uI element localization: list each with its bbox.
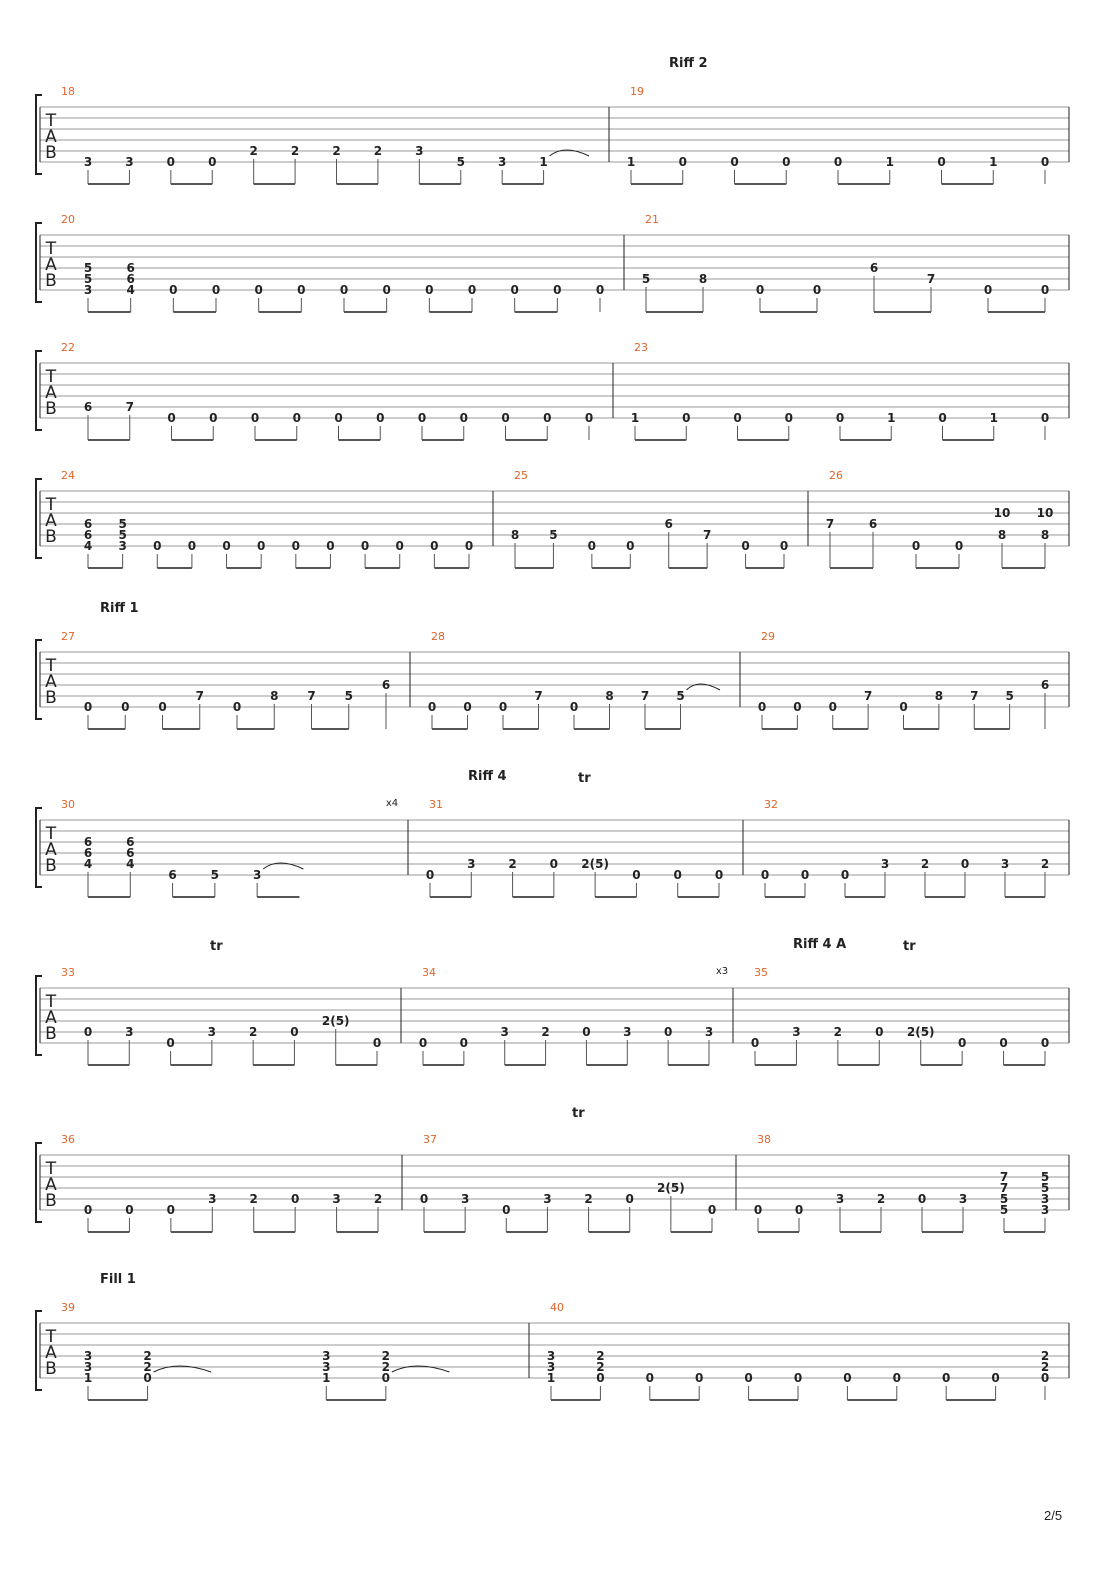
fret-number: 0 bbox=[419, 1192, 429, 1206]
fret-number: 0 bbox=[911, 539, 921, 553]
fret-number: 0 bbox=[757, 700, 767, 714]
trill-mark: tr bbox=[903, 939, 916, 954]
fret-number: 2 bbox=[876, 1192, 886, 1206]
fret-number: 0 bbox=[625, 1192, 634, 1206]
fret-number: 8 bbox=[510, 528, 520, 542]
fret-number: 2 bbox=[249, 144, 258, 158]
section-label: Riff 1 bbox=[100, 601, 139, 616]
fret-number: 0 bbox=[418, 1036, 428, 1050]
tab-clef-a: A bbox=[45, 840, 57, 860]
fret-number: 6 bbox=[83, 835, 93, 849]
fret-number: 0 bbox=[584, 411, 594, 425]
fret-number: 0 bbox=[382, 283, 391, 297]
fret-number: 0 bbox=[463, 700, 472, 714]
fret-number: 0 bbox=[673, 868, 682, 882]
fret-number: 0 bbox=[254, 283, 263, 297]
fret-number: 0 bbox=[121, 700, 130, 714]
fret-number: 0 bbox=[290, 1192, 300, 1206]
fret-number: 7 bbox=[307, 689, 316, 703]
fret-number: 0 bbox=[167, 411, 176, 425]
fret-number: 7 bbox=[702, 528, 712, 542]
fret-number: 1 bbox=[626, 155, 636, 169]
fret-number: 5 bbox=[456, 155, 465, 169]
fret-number: 1 bbox=[539, 155, 548, 169]
fret-number: 4 bbox=[126, 283, 135, 297]
tab-clef-b: B bbox=[45, 399, 57, 419]
fret-number: 2 bbox=[381, 1360, 391, 1374]
fret-number: 0 bbox=[292, 411, 301, 425]
fret-number: 6 bbox=[168, 868, 177, 882]
fret-number: 2(5) bbox=[906, 1025, 935, 1039]
fret-number: 0 bbox=[582, 1025, 591, 1039]
fret-number: 0 bbox=[960, 857, 970, 871]
fret-number: 3 bbox=[332, 1192, 341, 1206]
fret-number: 0 bbox=[83, 1203, 93, 1217]
measure-number: 38 bbox=[757, 1133, 771, 1146]
fret-number: 0 bbox=[153, 539, 162, 553]
fret-number: 5 bbox=[676, 689, 685, 703]
tab-clef-a: A bbox=[45, 255, 57, 275]
fret-number: 5 bbox=[1040, 1181, 1050, 1195]
fret-number: 0 bbox=[569, 700, 579, 714]
section-label: Riff 4 bbox=[468, 769, 507, 784]
measure-number: 29 bbox=[761, 630, 775, 643]
measure-number: 35 bbox=[754, 966, 768, 979]
fret-number: 0 bbox=[917, 1192, 927, 1206]
fret-number: 6 bbox=[126, 835, 135, 849]
fret-number: 2 bbox=[249, 1192, 258, 1206]
fret-number: 0 bbox=[125, 1203, 134, 1217]
tab-clef-t: T bbox=[45, 239, 57, 259]
tab-clef-a: A bbox=[45, 511, 57, 531]
fret-number: 6 bbox=[83, 517, 93, 531]
fret-number: 6 bbox=[381, 678, 391, 692]
fret-number: 0 bbox=[1040, 283, 1050, 297]
tab-clef-a: A bbox=[45, 127, 57, 147]
fret-number: 0 bbox=[372, 1036, 382, 1050]
measure-number: 40 bbox=[550, 1301, 564, 1314]
fret-number: 4 bbox=[126, 857, 135, 871]
fret-number: 0 bbox=[297, 283, 306, 297]
fret-number: 0 bbox=[360, 539, 370, 553]
fret-number: 0 bbox=[291, 539, 300, 553]
measure-number: 31 bbox=[429, 798, 443, 811]
fret-number: 3 bbox=[125, 155, 134, 169]
measure-number: 34 bbox=[422, 966, 436, 979]
fret-number: 0 bbox=[425, 283, 434, 297]
fret-number: 0 bbox=[376, 411, 385, 425]
fret-number: 5 bbox=[549, 528, 558, 542]
trill-mark: tr bbox=[578, 771, 591, 786]
fret-number: 2 bbox=[143, 1349, 152, 1363]
fret-number: 0 bbox=[596, 1371, 605, 1385]
measure-number: 18 bbox=[61, 85, 75, 98]
tab-clef-t: T bbox=[45, 367, 57, 387]
fret-number: 3 bbox=[1040, 1192, 1050, 1206]
fret-number: 0 bbox=[784, 411, 793, 425]
fret-number: 0 bbox=[714, 868, 724, 882]
fret-number: 0 bbox=[730, 155, 739, 169]
fret-number: 0 bbox=[83, 700, 93, 714]
fret-number: 0 bbox=[166, 1203, 176, 1217]
fret-number: 0 bbox=[257, 539, 266, 553]
fret-number: 0 bbox=[232, 700, 242, 714]
trill-mark: tr bbox=[572, 1106, 585, 1121]
fret-number: 8 bbox=[934, 689, 944, 703]
fret-number: 7 bbox=[970, 689, 979, 703]
fret-number: 0 bbox=[553, 283, 562, 297]
fret-number: 3 bbox=[125, 1025, 134, 1039]
measure-number: 28 bbox=[431, 630, 445, 643]
fret-number: 7 bbox=[195, 689, 204, 703]
fret-number: 2 bbox=[833, 1025, 843, 1039]
fret-number: 7 bbox=[926, 272, 936, 286]
measure-number: 36 bbox=[61, 1133, 75, 1146]
fret-number: 0 bbox=[753, 1203, 763, 1217]
fret-number: 3 bbox=[118, 539, 127, 553]
fret-number: 5 bbox=[83, 272, 93, 286]
fret-number: 10 bbox=[1036, 506, 1054, 520]
fret-number: 0 bbox=[543, 411, 552, 425]
fret-number: 0 bbox=[187, 539, 197, 553]
fret-number: 0 bbox=[595, 283, 605, 297]
fret-number: 5 bbox=[1005, 689, 1014, 703]
fret-number: 0 bbox=[800, 868, 810, 882]
measure-number: 24 bbox=[61, 469, 75, 482]
fret-number: 1 bbox=[989, 411, 998, 425]
fret-number: 3 bbox=[880, 857, 890, 871]
fret-number: 0 bbox=[208, 155, 217, 169]
fret-number: 0 bbox=[678, 155, 687, 169]
fret-number: 1 bbox=[322, 1371, 331, 1385]
fret-number: 0 bbox=[464, 539, 474, 553]
fret-number: 0 bbox=[828, 700, 837, 714]
fret-number: 2 bbox=[248, 1025, 258, 1039]
fret-number: 2 bbox=[541, 1025, 550, 1039]
tab-clef-b: B bbox=[45, 527, 57, 547]
fret-number: 4 bbox=[83, 539, 93, 553]
tab-clef-a: A bbox=[45, 383, 57, 403]
fret-number: 3 bbox=[252, 868, 262, 882]
tab-clef-a: A bbox=[45, 1175, 57, 1195]
fret-number: 0 bbox=[326, 539, 335, 553]
fret-number: 3 bbox=[467, 857, 476, 871]
repeat-count: x4 bbox=[385, 798, 399, 809]
trill-mark: tr bbox=[210, 939, 223, 954]
fret-number: 1 bbox=[546, 1371, 556, 1385]
fret-number: 0 bbox=[645, 1371, 654, 1385]
fret-number: 3 bbox=[792, 1025, 801, 1039]
fret-number: 3 bbox=[835, 1192, 845, 1206]
tab-clef-b: B bbox=[45, 1359, 57, 1379]
fret-number: 0 bbox=[425, 868, 435, 882]
fret-number: 0 bbox=[793, 700, 802, 714]
tab-clef-b: B bbox=[45, 143, 57, 163]
fret-number: 3 bbox=[83, 283, 93, 297]
fret-number: 3 bbox=[497, 155, 507, 169]
fret-number: 0 bbox=[983, 283, 993, 297]
fret-number: 0 bbox=[899, 700, 908, 714]
tab-clef-a: A bbox=[45, 1343, 57, 1363]
fret-number: 0 bbox=[937, 155, 946, 169]
fret-number: 0 bbox=[459, 411, 468, 425]
fret-number: 8 bbox=[270, 689, 279, 703]
fret-number: 0 bbox=[957, 1036, 967, 1050]
fret-number: 7 bbox=[640, 689, 650, 703]
fret-number: 0 bbox=[843, 1371, 852, 1385]
section-label: Fill 1 bbox=[100, 1272, 136, 1287]
fret-number: 0 bbox=[750, 1036, 760, 1050]
fret-number: 0 bbox=[794, 1203, 804, 1217]
fret-number: 0 bbox=[1040, 1371, 1050, 1385]
tab-clef-t: T bbox=[45, 1159, 57, 1179]
fret-number: 3 bbox=[546, 1349, 556, 1363]
fret-number: 0 bbox=[222, 539, 231, 553]
fret-number: 0 bbox=[835, 411, 845, 425]
fret-number: 0 bbox=[755, 283, 765, 297]
fret-number: 2 bbox=[373, 144, 383, 158]
fret-number: 4 bbox=[83, 857, 93, 871]
fret-number: 1 bbox=[887, 411, 896, 425]
fret-number: 3 bbox=[83, 1360, 93, 1374]
fret-number: 3 bbox=[322, 1360, 331, 1374]
fret-number: 8 bbox=[698, 272, 708, 286]
fret-number: 3 bbox=[208, 1192, 217, 1206]
fret-number: 0 bbox=[942, 1371, 951, 1385]
fret-number: 3 bbox=[207, 1025, 217, 1039]
fret-number: 6 bbox=[126, 272, 135, 286]
fret-number: 0 bbox=[938, 411, 947, 425]
fret-number: 0 bbox=[954, 539, 964, 553]
fret-number: 0 bbox=[143, 1371, 152, 1385]
fret-number: 0 bbox=[682, 411, 691, 425]
fret-number: 8 bbox=[605, 689, 614, 703]
measure-number: 33 bbox=[61, 966, 75, 979]
fret-number: 6 bbox=[83, 400, 93, 414]
fret-number: 8 bbox=[997, 528, 1007, 542]
fret-number: 3 bbox=[460, 1192, 470, 1206]
fret-number: 0 bbox=[169, 283, 178, 297]
fret-number: 0 bbox=[334, 411, 343, 425]
fret-number: 3 bbox=[543, 1192, 552, 1206]
fret-number: 0 bbox=[1040, 1036, 1050, 1050]
tab-clef-a: A bbox=[45, 1008, 57, 1028]
tab-clef-b: B bbox=[45, 1191, 57, 1211]
fret-number: 0 bbox=[587, 539, 597, 553]
measure-number: 22 bbox=[61, 341, 75, 354]
fret-number: 0 bbox=[663, 1025, 673, 1039]
fret-number: 6 bbox=[83, 528, 93, 542]
fret-number: 3 bbox=[83, 155, 93, 169]
fret-number: 2 bbox=[1040, 1360, 1050, 1374]
fret-number: 0 bbox=[209, 411, 218, 425]
fret-number: 7 bbox=[999, 1170, 1009, 1184]
fret-number: 3 bbox=[1000, 857, 1010, 871]
fret-number: 2 bbox=[143, 1360, 152, 1374]
measure-number: 27 bbox=[61, 630, 75, 643]
fret-number: 2 bbox=[1040, 1349, 1050, 1363]
fret-number: 1 bbox=[885, 155, 894, 169]
measure-number: 25 bbox=[514, 469, 528, 482]
tab-clef-b: B bbox=[45, 271, 57, 291]
fret-number: 0 bbox=[549, 857, 559, 871]
measure-number: 23 bbox=[634, 341, 648, 354]
fret-number: 0 bbox=[501, 411, 510, 425]
fret-number: 0 bbox=[427, 700, 437, 714]
fret-number: 0 bbox=[779, 539, 789, 553]
tab-clef-t: T bbox=[45, 992, 57, 1012]
fret-number: 0 bbox=[695, 1371, 704, 1385]
tab-clef-a: A bbox=[45, 672, 57, 692]
fret-number: 0 bbox=[166, 155, 176, 169]
fret-number: 2 bbox=[290, 144, 300, 158]
fret-number: 5 bbox=[999, 1203, 1009, 1217]
tab-clef-t: T bbox=[45, 495, 57, 515]
fret-number: 0 bbox=[166, 1036, 175, 1050]
fret-number: 0 bbox=[632, 868, 641, 882]
fret-number: 6 bbox=[664, 517, 673, 531]
fret-number: 6 bbox=[126, 846, 135, 860]
fret-number: 1 bbox=[83, 1371, 93, 1385]
fret-number: 3 bbox=[83, 1349, 93, 1363]
section-label: Riff 4 A bbox=[793, 937, 847, 952]
fret-number: 3 bbox=[322, 1349, 331, 1363]
fret-number: 0 bbox=[812, 283, 822, 297]
fret-number: 5 bbox=[999, 1192, 1009, 1206]
fret-number: 5 bbox=[118, 517, 127, 531]
tab-clef-t: T bbox=[45, 111, 57, 131]
fret-number: 0 bbox=[875, 1025, 884, 1039]
fret-number: 2(5) bbox=[657, 1181, 685, 1195]
fret-number: 8 bbox=[1040, 528, 1050, 542]
fret-number: 0 bbox=[290, 1025, 299, 1039]
fret-number: 6 bbox=[1040, 678, 1050, 692]
fret-number: 2 bbox=[596, 1360, 605, 1374]
fret-number: 2 bbox=[332, 144, 341, 158]
tab-clef-b: B bbox=[45, 856, 57, 876]
fret-number: 0 bbox=[892, 1371, 901, 1385]
fret-number: 0 bbox=[250, 411, 260, 425]
fret-number: 0 bbox=[459, 1036, 469, 1050]
measure-number: 37 bbox=[423, 1133, 437, 1146]
fret-number: 0 bbox=[833, 155, 843, 169]
fret-number: 5 bbox=[210, 868, 220, 882]
fret-number: 2 bbox=[1040, 857, 1050, 871]
fret-number: 5 bbox=[1040, 1170, 1050, 1184]
section-label: Riff 2 bbox=[669, 56, 708, 71]
fret-number: 1 bbox=[630, 411, 640, 425]
fret-number: 3 bbox=[623, 1025, 632, 1039]
measure-number: 20 bbox=[61, 213, 75, 226]
fret-number: 7 bbox=[825, 517, 835, 531]
measure-number: 19 bbox=[630, 85, 644, 98]
fret-number: 0 bbox=[1040, 155, 1050, 169]
fret-number: 0 bbox=[430, 539, 439, 553]
fret-number: 0 bbox=[991, 1371, 1000, 1385]
fret-number: 1 bbox=[989, 155, 998, 169]
fret-number: 2(5) bbox=[321, 1014, 350, 1028]
fret-number: 0 bbox=[626, 539, 635, 553]
tab-clef-t: T bbox=[45, 1327, 57, 1347]
fret-number: 2 bbox=[584, 1192, 593, 1206]
fret-number: 0 bbox=[707, 1203, 717, 1217]
fret-number: 6 bbox=[83, 846, 93, 860]
fret-number: 3 bbox=[500, 1025, 509, 1039]
fret-number: 0 bbox=[381, 1371, 391, 1385]
fret-number: 2 bbox=[381, 1349, 391, 1363]
fret-number: 5 bbox=[641, 272, 651, 286]
fret-number: 5 bbox=[83, 261, 93, 275]
fret-number: 5 bbox=[118, 528, 127, 542]
fret-number: 0 bbox=[1040, 411, 1050, 425]
fret-number: 7 bbox=[125, 400, 134, 414]
page-number: 2/5 bbox=[1044, 1508, 1063, 1523]
measure-number: 21 bbox=[645, 213, 659, 226]
fret-number: 10 bbox=[993, 506, 1011, 520]
fret-number: 0 bbox=[158, 700, 167, 714]
fret-number: 2 bbox=[920, 857, 930, 871]
fret-number: 0 bbox=[339, 283, 349, 297]
tab-clef-t: T bbox=[45, 824, 57, 844]
fret-number: 0 bbox=[83, 1025, 93, 1039]
measure-number: 30 bbox=[61, 798, 75, 811]
fret-number: 2 bbox=[596, 1349, 605, 1363]
fret-number: 0 bbox=[498, 700, 508, 714]
fret-number: 0 bbox=[840, 868, 850, 882]
fret-number: 6 bbox=[869, 261, 879, 275]
measure-number: 26 bbox=[829, 469, 843, 482]
fret-number: 2 bbox=[373, 1192, 383, 1206]
fret-number: 3 bbox=[958, 1192, 968, 1206]
fret-number: 3 bbox=[546, 1360, 556, 1374]
tab-clef-b: B bbox=[45, 1024, 57, 1044]
measure-number: 32 bbox=[764, 798, 778, 811]
fret-number: 0 bbox=[760, 868, 770, 882]
fret-number: 0 bbox=[502, 1203, 511, 1217]
fret-number: 3 bbox=[415, 144, 424, 158]
fret-number: 3 bbox=[1040, 1203, 1050, 1217]
fret-number: 7 bbox=[534, 689, 543, 703]
fret-number: 6 bbox=[126, 261, 135, 275]
fret-number: 0 bbox=[744, 1371, 753, 1385]
tab-clef-b: B bbox=[45, 688, 57, 708]
fret-number: 0 bbox=[417, 411, 427, 425]
fret-number: 6 bbox=[868, 517, 878, 531]
fret-number: 2(5) bbox=[581, 857, 609, 871]
fret-number: 0 bbox=[782, 155, 791, 169]
fret-number: 0 bbox=[510, 283, 519, 297]
fret-number: 3 bbox=[704, 1025, 714, 1039]
fret-number: 7 bbox=[863, 689, 873, 703]
fret-number: 0 bbox=[395, 539, 404, 553]
fret-number: 0 bbox=[211, 283, 221, 297]
fret-number: 0 bbox=[999, 1036, 1008, 1050]
measure-number: 39 bbox=[61, 1301, 75, 1314]
fret-number: 0 bbox=[793, 1371, 803, 1385]
repeat-count: x3 bbox=[715, 966, 729, 977]
fret-number: 7 bbox=[999, 1181, 1009, 1195]
fret-number: 0 bbox=[467, 283, 477, 297]
fret-number: 0 bbox=[733, 411, 742, 425]
tab-clef-t: T bbox=[45, 656, 57, 676]
fret-number: 5 bbox=[344, 689, 353, 703]
fret-number: 2 bbox=[508, 857, 517, 871]
fret-number: 0 bbox=[741, 539, 750, 553]
